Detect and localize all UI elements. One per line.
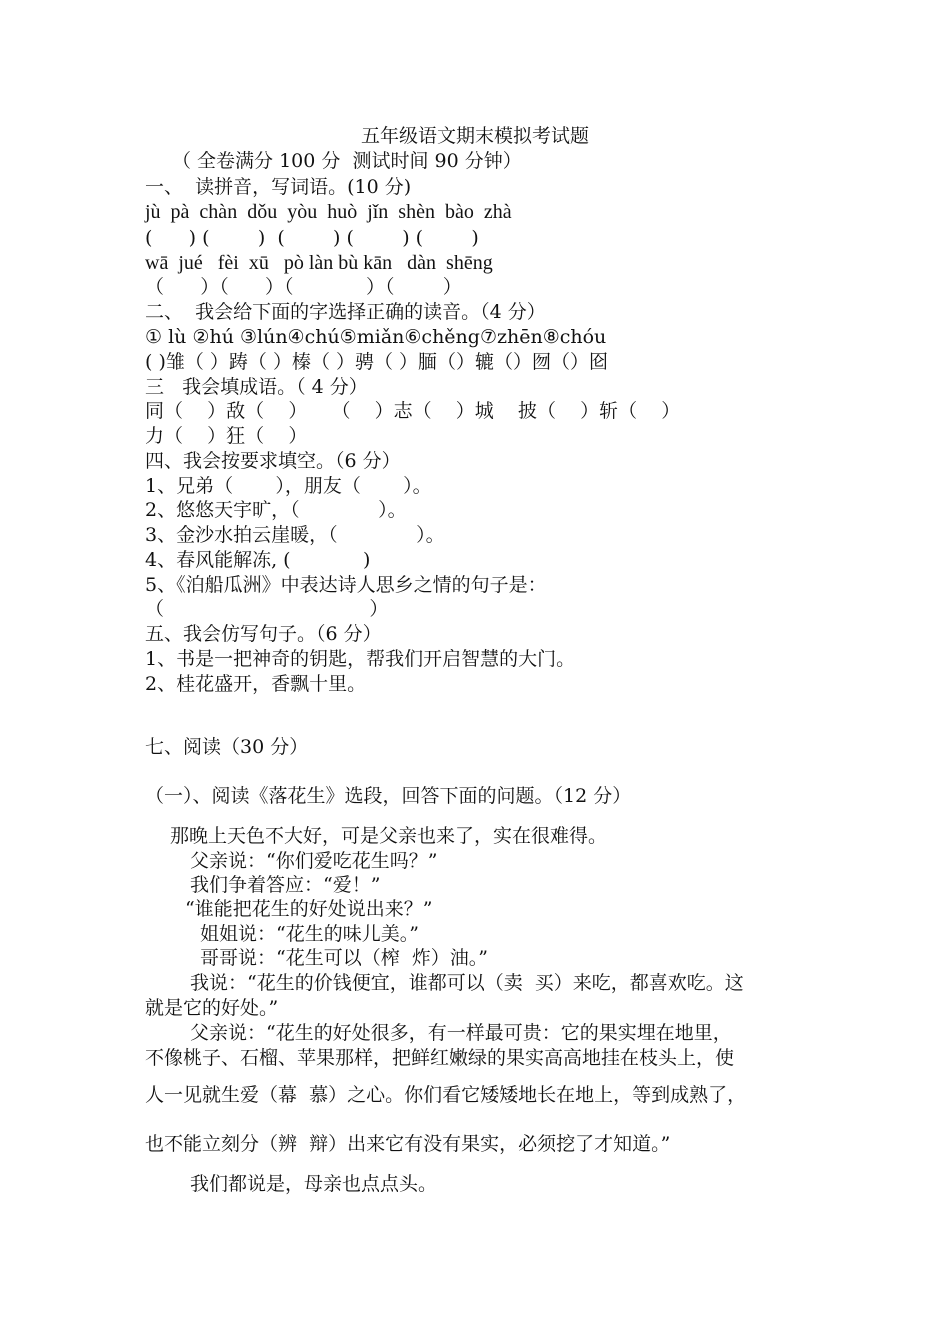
passage-paragraph-4: “谁能把花生的好处说出来？”: [185, 898, 433, 920]
passage-paragraph-8-line1: 父亲说：“花生的好处很多，有一样最可贵：它的果实埋在地里，: [190, 1022, 732, 1044]
document-title: 五年级语文期末模拟考试题: [360, 125, 589, 147]
passage-paragraph-7-line1: 我说：“花生的价钱便宜，谁都可以（卖 买）来吃，都喜欢吃。这: [190, 972, 744, 994]
fill-question-3: 3、金沙水拍云崖暖，（ ）。: [145, 524, 445, 546]
idiom-row-1: 同（ ）敌（ ） （ ）志（ ）城 披（ ）斩（ ）: [145, 400, 681, 422]
answer-blanks-row-2: （ ）（ ）（ ）（ ）: [145, 276, 462, 298]
answer-blanks-row-1: ( ) ( ) ( ) ( ) ( ): [145, 227, 479, 249]
passage-paragraph-7-line2: 就是它的好处。”: [145, 997, 279, 1019]
section5-heading: 五、我会仿写句子。（6 分）: [145, 623, 382, 645]
fill-question-2: 2、悠悠天宇旷，（ ）。: [145, 499, 407, 521]
imitation-sentence-1: 1、书是一把神奇的钥匙，帮我们开启智慧的大门。: [145, 648, 576, 670]
pinyin-row-2: wā jué fèi xū pò làn bù kān dàn shēng: [145, 252, 493, 274]
idiom-row-2: 力（ ）狂（ ）: [145, 425, 308, 447]
imitation-sentence-2: 2、桂花盛开，香飘十里。: [145, 673, 367, 695]
section1-heading: 一、 读拼音，写词语。(10 分): [145, 176, 412, 198]
document-subtitle: （ 全卷满分 100 分 测试时间 90 分钟）: [172, 150, 522, 172]
section3-heading: 三 我会填成语。（ 4 分）: [145, 376, 368, 398]
fill-question-1: 1、兄弟（ ），朋友（ ）。: [145, 475, 432, 497]
passage-paragraph-9: 我们都说是，母亲也点点头。: [190, 1173, 438, 1195]
section2-heading: 二、 我会给下面的字选择正确的读音。（4 分）: [145, 301, 546, 323]
passage-paragraph-2: 父亲说：“你们爱吃花生吗？”: [190, 850, 438, 872]
passage-paragraph-8-line3: 人一见就生爱（幕 慕）之心。你们看它矮矮地长在地上，等到成熟了，: [145, 1084, 747, 1106]
passage-paragraph-5: 姐姐说：“花生的味儿美。”: [200, 923, 419, 945]
reading-part1-heading: （一）、阅读《落花生》选段，回答下面的问题。（12 分）: [145, 785, 632, 807]
section7-heading: 七、阅读（30 分）: [145, 736, 309, 758]
fill-question-5-blank: （ ）: [145, 598, 389, 620]
character-items: ( )雏（ ）踌（ ）榛（ ）骋（ ）腼（）辘（）囫（）囵: [145, 351, 609, 373]
passage-paragraph-8-line4: 也不能立刻分（辨 辩）出来它有没有果实，必须挖了才知道。”: [145, 1133, 671, 1155]
passage-paragraph-1: 那晚上天色不大好，可是父亲也来了，实在很难得。: [170, 825, 608, 847]
fill-question-4: 4、春风能解冻, ( ): [145, 549, 371, 571]
passage-paragraph-8-line2: 不像桃子、石榴、苹果那样，把鲜红嫩绿的果实高高地挂在枝头上，使: [145, 1047, 735, 1069]
fill-question-5: 5、《泊船瓜洲》中表达诗人思乡之情的句子是：: [145, 574, 547, 596]
section4-heading: 四、我会按要求填空。（6 分）: [145, 450, 401, 472]
pinyin-row-1: jù pà chàn dǒu yòu huò jǐn shèn bào zhà: [145, 201, 512, 223]
passage-paragraph-6: 哥哥说：“花生可以（榨 炸）油。”: [200, 947, 489, 969]
reading-options: ① lù ②hú ③lún④chú⑤miǎn⑥chěng⑦zhēn⑧chóu: [145, 326, 607, 348]
passage-paragraph-3: 我们争着答应：“爱！”: [190, 874, 381, 896]
